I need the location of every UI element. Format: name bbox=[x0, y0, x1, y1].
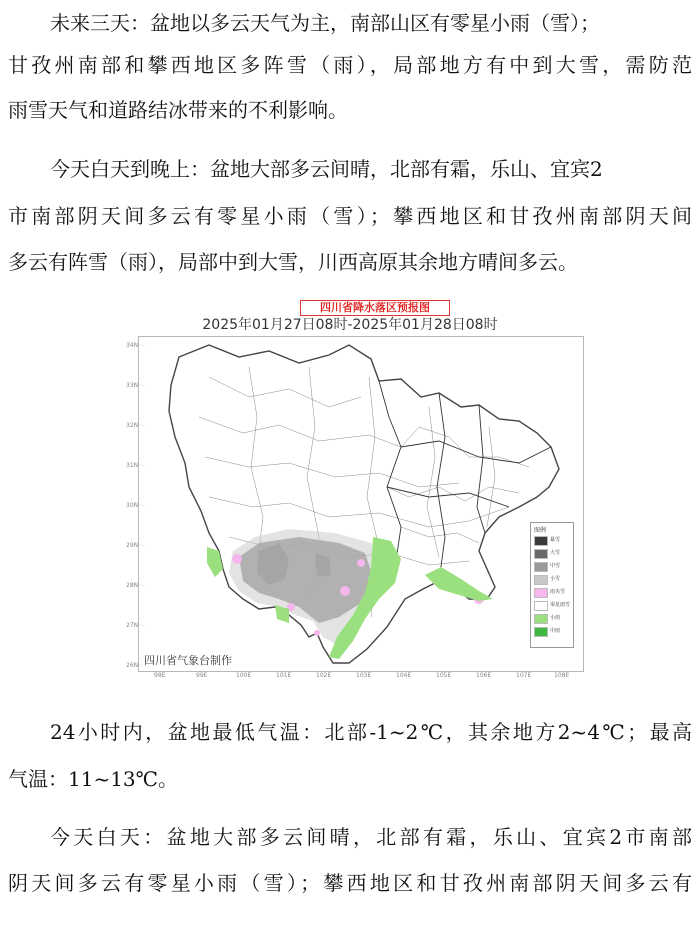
y-tick-label: 34N bbox=[126, 342, 139, 349]
y-tick-label: 29N bbox=[126, 542, 139, 549]
legend-swatch bbox=[534, 614, 548, 624]
sichuan-map bbox=[139, 337, 583, 671]
legend-label: 暴雪 bbox=[550, 537, 561, 543]
y-tick-label: 33N bbox=[126, 382, 139, 389]
legend-item bbox=[534, 600, 572, 610]
y-tick-label: 32N bbox=[126, 422, 139, 429]
legend-swatch bbox=[534, 562, 548, 572]
legend-swatch bbox=[534, 575, 548, 585]
legend-label: 中雪 bbox=[550, 563, 561, 569]
y-tick-label: 31N bbox=[126, 462, 139, 469]
legend-swatch bbox=[534, 601, 548, 611]
legend-swatch bbox=[534, 549, 548, 559]
legend-swatch bbox=[534, 536, 548, 546]
map-frame bbox=[138, 336, 584, 672]
legend-item bbox=[534, 626, 572, 636]
y-tick-label: 27N bbox=[126, 622, 139, 629]
x-tick-label: 98E bbox=[154, 672, 166, 679]
legend-label: 雨夹雪 bbox=[550, 589, 566, 595]
x-tick-label: 108E bbox=[554, 672, 570, 679]
precipitation-map-figure bbox=[124, 296, 576, 680]
paragraph-line: 阴天间多云有零星小雨（雪）；攀西地区和甘孜州南部阴天间多云有 bbox=[8, 871, 692, 895]
paragraph-line: 雨雪天气和道路结冰带来的不利影响。 bbox=[8, 98, 348, 122]
map-title: 四川省降水落区预报图 bbox=[320, 301, 430, 314]
x-tick-label: 100E bbox=[236, 672, 252, 679]
legend-label: 小雨 bbox=[550, 615, 561, 621]
paragraph-line: 气温：11~13℃。 bbox=[8, 767, 179, 791]
map-grid bbox=[139, 345, 145, 665]
legend-label: 小雪 bbox=[550, 576, 561, 582]
legend-item bbox=[534, 587, 572, 597]
y-tick-label: 28N bbox=[126, 582, 139, 589]
legend-swatch bbox=[534, 627, 548, 637]
legend-swatch bbox=[534, 588, 548, 598]
paragraph-line: 多云有阵雪（雨），局部中到大雪，川西高原其余地方晴间多云。 bbox=[8, 250, 578, 274]
paragraph-line: 市南部阴天间多云有零星小雨（雪）；攀西地区和甘孜州南部阴天间 bbox=[8, 204, 692, 228]
x-tick-label: 102E bbox=[316, 672, 332, 679]
x-tick-label: 103E bbox=[356, 672, 372, 679]
y-tick-label: 30N bbox=[126, 502, 139, 509]
x-tick-label: 107E bbox=[516, 672, 532, 679]
map-legend bbox=[530, 522, 574, 648]
x-tick-label: 104E bbox=[396, 672, 412, 679]
x-tick-label: 99E bbox=[196, 672, 208, 679]
paragraph-line: 今天白天：盆地大部多云间晴，北部有霜，乐山、宜宾2市南部 bbox=[50, 825, 692, 849]
legend-item bbox=[534, 548, 572, 558]
legend-title: 图例 bbox=[534, 527, 547, 534]
paragraph-line: 甘孜州南部和攀西地区多阵雪（雨），局部地方有中到大雪，需防范 bbox=[8, 53, 692, 77]
map-subtitle: 2025年01月27日08时-2025年01月28日08时 bbox=[202, 317, 498, 333]
legend-label: 大雪 bbox=[550, 550, 561, 556]
legend-item bbox=[534, 561, 572, 571]
paragraph-line: 未来三天：盆地以多云天气为主，南部山区有零星小雨（雪）； bbox=[50, 11, 600, 35]
map-credit: 四川省气象台制作 bbox=[144, 654, 232, 667]
x-tick-label: 106E bbox=[476, 672, 492, 679]
paragraph-line: 今天白天到晚上：盆地大部多云间晴，北部有霜，乐山、宜宾2 bbox=[50, 157, 603, 181]
legend-item bbox=[534, 535, 572, 545]
paragraph-line: 24小时内，盆地最低气温：北部-1~2℃，其余地方2~4℃；最高 bbox=[50, 720, 692, 744]
legend-label: 零星雨雪 bbox=[550, 602, 571, 608]
x-tick-label: 105E bbox=[436, 672, 452, 679]
y-tick-label: 26N bbox=[126, 662, 139, 669]
legend-item bbox=[534, 613, 572, 623]
x-tick-label: 101E bbox=[276, 672, 292, 679]
legend-item bbox=[534, 574, 572, 584]
legend-label: 中雨 bbox=[550, 628, 561, 634]
